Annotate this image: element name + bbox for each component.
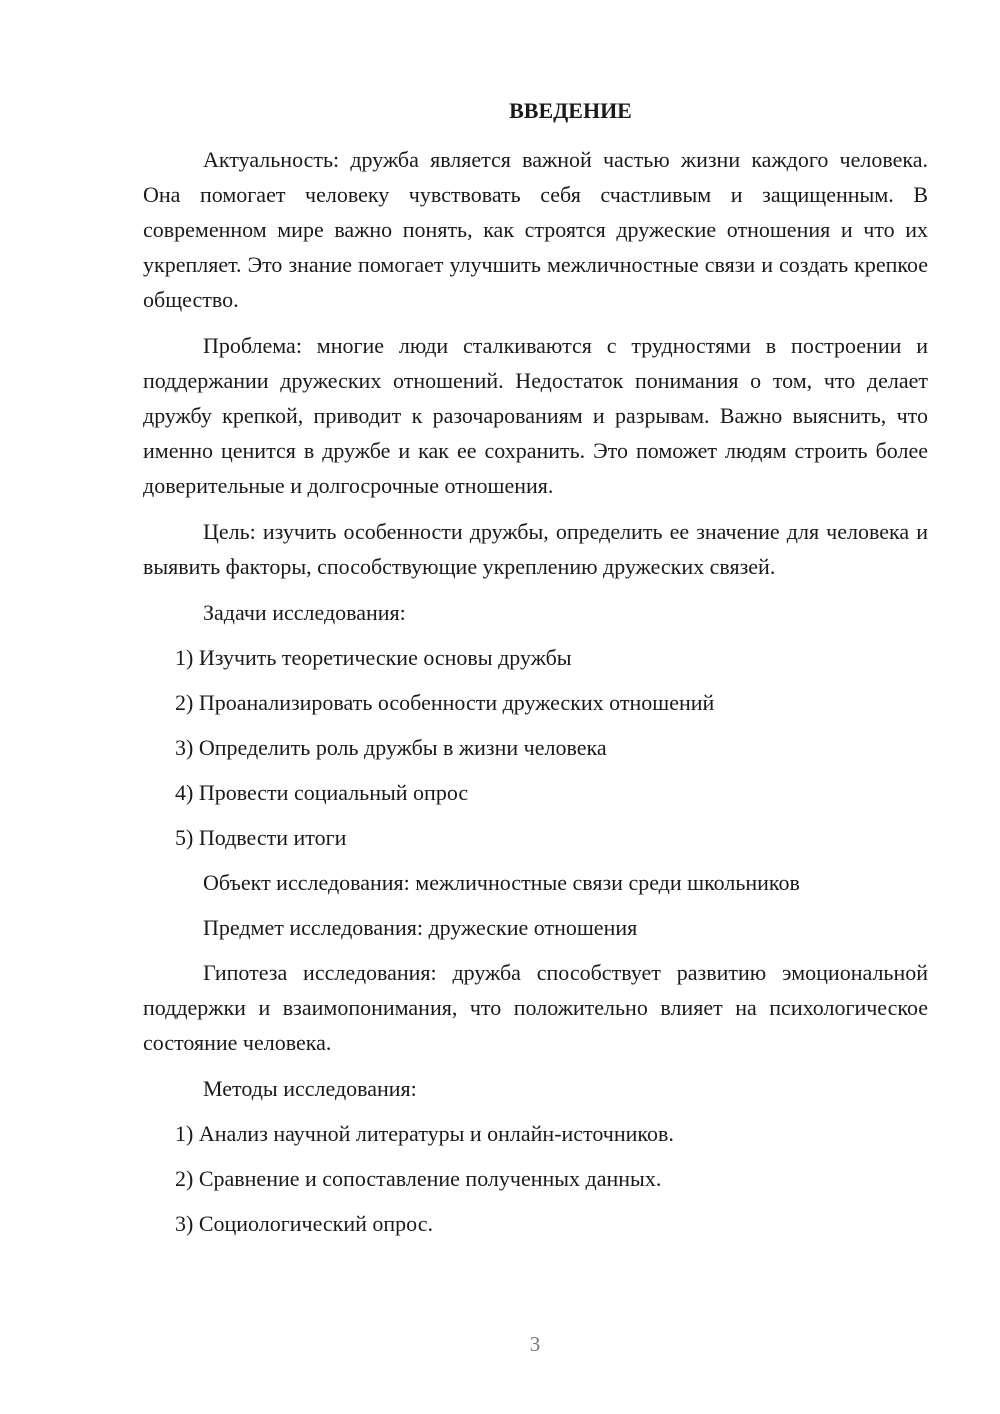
page-title: ВВЕДЕНИЕ — [509, 98, 632, 123]
list-item: 2) Проанализировать особенности дружеских отношений — [175, 690, 715, 715]
problem-paragraph: Проблема: многие люди сталкиваются с трудностями в построении и поддержании дружеских отношений. Недостаток понимания о том, что делает дружбу крепкой, приводит к разочарованиям и разрывам. Важно выяснить, что именно ценится в дружбе и как ее сохранить. Это поможет людям строить более доверительные и долгосрочные отношения. — [143, 333, 928, 498]
list-item: 1) Изучить теоретические основы дружбы — [175, 645, 572, 670]
tasks-list — [143, 640, 928, 855]
hypothesis-paragraph: Гипотеза исследования: дружба способствует развитию эмоциональной поддержки и взаимопонимания, что положительно влияет на психологическое состояние человека. — [143, 960, 928, 1055]
list-item: 3) Социологический опрос. — [175, 1211, 433, 1236]
methods-heading: Методы исследования: — [203, 1076, 417, 1101]
list-item: 5) Подвести итоги — [175, 825, 347, 850]
page-number: 3 — [529, 1332, 541, 1356]
subject-line: Предмет исследования: дружеские отношения — [203, 915, 638, 940]
list-item: 1) Анализ научной литературы и онлайн-источников. — [175, 1121, 674, 1146]
list-item: 3) Определить роль дружбы в жизни человека — [175, 735, 607, 760]
list-item: 2) Сравнение и сопоставление полученных данных. — [175, 1166, 662, 1191]
relevance-paragraph: Актуальность: дружба является важной частью жизни каждого человека. Она помогает человеку чувствовать себя счастливым и защищенным. В современном мире важно понять, как строятся дружеские отношения и что их укрепляет. Это знание помогает улучшить межличностные связи и создать крепкое общество. — [143, 147, 928, 312]
object-line: Объект исследования: межличностные связи среди школьников — [203, 870, 800, 895]
list-item: 4) Провести социальный опрос — [175, 780, 469, 805]
methods-list — [143, 1116, 928, 1241]
goal-paragraph: Цель: изучить особенности дружбы, определить ее значение для человека и выявить факторы, способствующие укреплению дружеских связей. — [143, 519, 928, 579]
tasks-heading: Задачи исследования: — [203, 600, 406, 625]
